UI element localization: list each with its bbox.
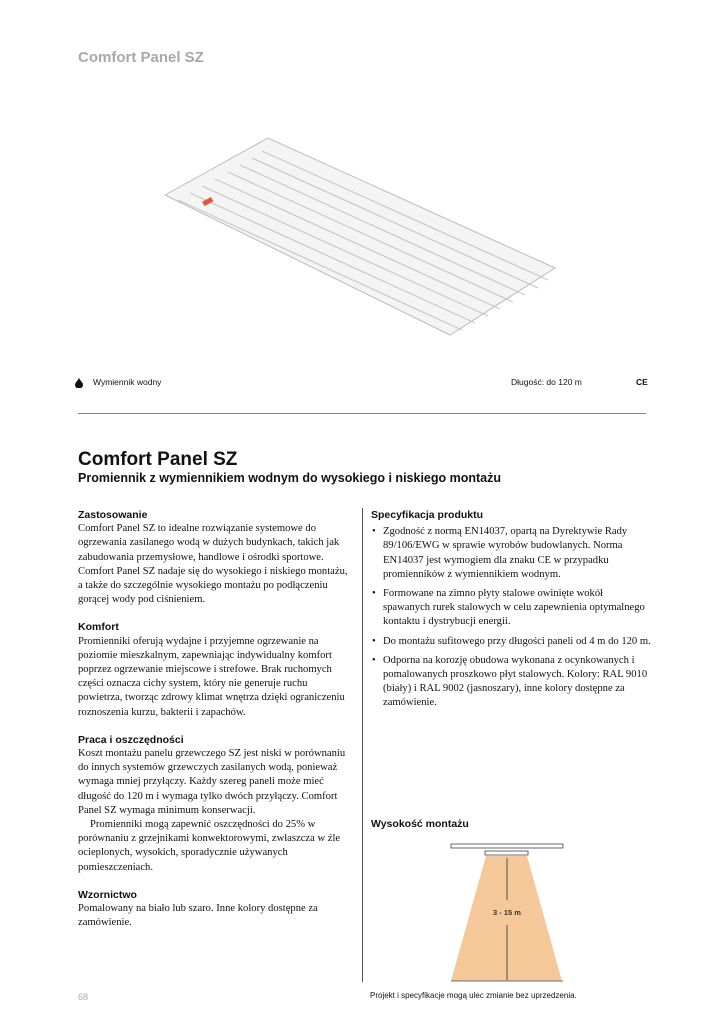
length-label: Długość: do 120 m	[511, 377, 582, 387]
spec-item: • Odporna na korozję obudowa wykonana z ocynkowanych i pomalowanych proszkowo płyt stalowych. Kolory: RAL 9010 (biały) i RAL 9002 (jasnoszary), inne kolory dostępne za zamówienie.	[383, 654, 651, 711]
spec-item: • Do montażu sufitowego przy długości paneli od 4 m do 120 m.	[383, 635, 651, 649]
water-drop-icon	[75, 377, 83, 388]
section-heading: Wzornictwo	[78, 888, 137, 901]
spec-list	[371, 525, 651, 710]
footer-note: Projekt i specyfikacje mogą ulec zmianie bez uprzedzenia.	[370, 991, 577, 1000]
product-image	[150, 125, 570, 345]
divider	[78, 413, 646, 414]
section-text: Koszt montażu panelu grzewczego SZ jest niski w porównaniu do innych systemów grzewczych zasilanych wodą, ponieważ wymaga mniej przyłączy. Każdy szereg paneli może mieć długość do 120 m i wymaga tylko dwóch przyłączy. Comfort Panel SZ wymaga minimum konserwacji.	[78, 748, 346, 816]
page-number: 68	[78, 992, 89, 1002]
exchanger-label: Wymiennik wodny	[93, 377, 162, 387]
section-heading: Zastosowanie	[78, 509, 148, 521]
product-subtitle: Promiennik z wymiennikiem wodnym do wysokiego i niskiego montażu	[78, 471, 501, 485]
section-text: Comfort Panel SZ to idealne rozwiązanie systemowe do ogrzewania zasilanego wodą w dużych budynkach, takich jak zabudowania przemysłowe, handlowe i ośrodki sportowe. Comfort Panel SZ nadaje się do wysokiego i niskiego montażu, a także do szczególnie wysokiego montażu po podłączeniu gorącej wody pod ciśnieniem.	[78, 523, 348, 606]
ce-mark-icon: CE	[636, 377, 648, 387]
section-text: Pomalowany na biało lub szaro. Inne kolory dostępne za zamówienie.	[78, 903, 318, 929]
column-divider	[362, 508, 363, 982]
left-column	[78, 508, 354, 943]
section-text: Promienniki oferują wydajne i przyjemne ogrzewanie na poziomie mieszkalnym, zapewniając indywidualny komfort poprzez ogrzewanie miejscowe i strefowe. Brak ruchomych części oznacza cichy system, który nie generuje ruchu powietrza, tworząc zdrowy klimat wnętrza dzięki ograniczeniu roznoszenia kurzu, bakterii i zapachów.	[78, 635, 345, 718]
mounting-diagram	[448, 840, 608, 985]
section-heading: Komfort	[78, 621, 119, 634]
section-heading: Praca i oszczędności	[78, 733, 184, 746]
mounting-range: 3 - 15 m	[493, 908, 521, 917]
spec-item: • Zgodność z normą EN14037, opartą na Dyrektywie Rady 89/106/EWG w sprawie wyrobów budowlanych. Norma EN14037 jest wymogiem dla znaku CE w przypadku promienników z wymiennikiem wodnym.	[383, 525, 651, 582]
spec-item: • Formowane na zimno płyty stalowe owinięte wokół spawanych rurek stalowych w celu zapewnienia optymalnego kontaktu i dystrybucji energii.	[383, 587, 651, 630]
spec-heading: Specyfikacja produktu	[371, 509, 484, 521]
spec-column	[371, 508, 651, 716]
running-header: Comfort Panel SZ	[78, 49, 204, 66]
section-text: Promienniki mogą zapewnić oszczędności do 25% w porównaniu z grzejnikami konwektorowymi, zwłaszcza w źle ocieplonych, wysokich, sporadycznie używanych pomieszczeniach.	[78, 819, 341, 873]
product-title: Comfort Panel SZ	[78, 449, 238, 470]
mounting-heading: Wysokość montażu	[371, 818, 469, 830]
